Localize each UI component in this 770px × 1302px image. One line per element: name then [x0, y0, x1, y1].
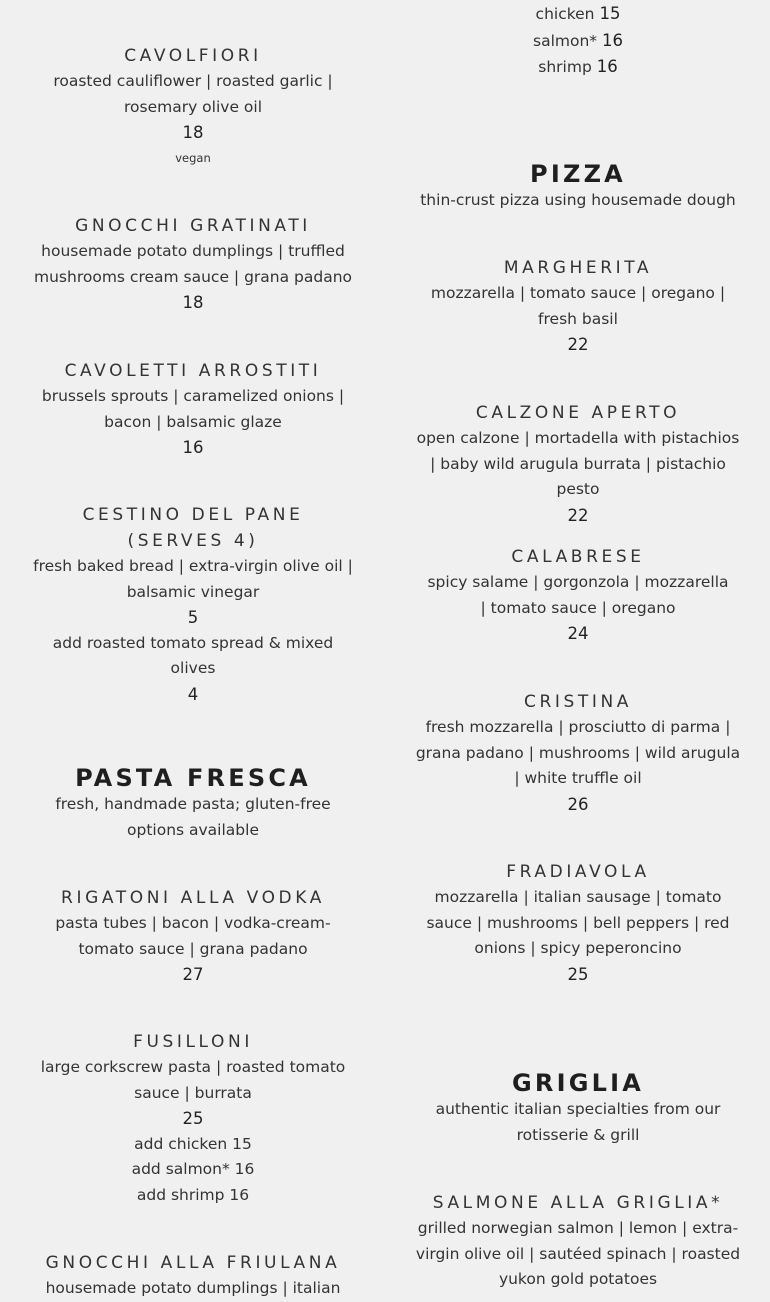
item-description: mozzarella | italian sausage | tomato sauce | mushrooms | bell peppers | red onions | spicy peperoncino	[426, 888, 730, 957]
item-name: CAVOLFIORI	[124, 46, 262, 66]
addon-label: salmon*	[533, 31, 598, 50]
menu-item-rigatoni	[30, 885, 356, 988]
addon-price: 15	[599, 4, 621, 23]
item-addon: add shrimp 16	[136, 1185, 250, 1204]
item-price: 22	[567, 505, 589, 525]
addon-shrimp	[414, 54, 742, 81]
section-title: PIZZA	[530, 160, 626, 188]
menu-column-right	[414, 0, 742, 1287]
item-price: 18	[182, 123, 204, 142]
item-name: GNOCCHI ALLA FRIULANA	[45, 1253, 341, 1273]
item-description: open calzone | mortadella with pistachios | baby wild arugula burrata | pistachio pesto	[416, 429, 740, 498]
section-subtitle: fresh, handmade pasta; gluten-free options available	[55, 795, 331, 839]
menu-item-cristina	[414, 689, 742, 817]
addon-chicken	[414, 1, 742, 28]
menu-item-gnocchi-gratinati	[30, 213, 356, 316]
menu-item-cestino-del-pane	[30, 502, 356, 707]
item-name: GNOCCHI GRATINATI	[75, 216, 311, 236]
item-addon: add chicken 15	[134, 1134, 252, 1153]
item-name-serves: (SERVES 4)	[127, 531, 259, 551]
menu-item-cavolfiori	[30, 43, 356, 171]
item-price: 27	[182, 965, 204, 984]
item-description: pasta tubes | bacon | vodka-cream-tomato sauce | grana padano	[55, 914, 331, 958]
section-subtitle: authentic italian specialties from our rotisserie & grill	[435, 1100, 721, 1144]
item-name: RIGATONI ALLA VODKA	[61, 888, 325, 908]
item-price: 25	[182, 1109, 204, 1128]
menu-item-calzone-aperto	[414, 400, 742, 528]
item-name: FRADIAVOLA	[506, 862, 650, 882]
menu-item-margherita	[414, 255, 742, 358]
item-price: 18	[182, 293, 204, 312]
item-description: mozzarella | tomato sauce | oregano | fresh basil	[430, 284, 726, 328]
item-price: 24	[567, 624, 589, 643]
item-description: housemade potato dumplings | truffled mushrooms cream sauce | grana padano	[34, 242, 353, 286]
menu-item-cavoletti-arrostiti	[30, 358, 356, 461]
item-price: 5	[187, 608, 199, 627]
item-description: housemade potato dumplings | italian	[45, 1279, 341, 1297]
menu-item-gnocchi-friulana	[30, 1250, 356, 1302]
item-addon: add salmon* 16	[131, 1160, 255, 1178]
addon-salmon	[414, 28, 742, 55]
item-price: 22	[567, 335, 589, 354]
item-description: grilled norwegian salmon | lemon | extra-virgin olive oil | sautéed spinach | roasted yukon gold potatoes	[415, 1219, 741, 1288]
item-description: roasted cauliflower | roasted garlic | rosemary olive oil	[53, 72, 333, 116]
item-description: fresh baked bread | extra-virgin olive oil | balsamic vinegar	[33, 557, 353, 601]
addon-label: shrimp	[538, 58, 592, 76]
item-description: spicy salame | gorgonzola | mozzarella | tomato sauce | oregano	[427, 573, 729, 617]
item-price: 25	[567, 964, 589, 984]
menu-column-left	[30, 0, 356, 1297]
menu-item-salmone-alla-griglia	[414, 1190, 742, 1293]
addon-price: 16	[596, 57, 618, 76]
item-addon-price: 4	[187, 684, 199, 704]
section-title: PASTA FRESCA	[75, 764, 311, 792]
item-description: brussels sprouts | caramelized onions | bacon | balsamic glaze	[41, 387, 345, 431]
item-price: 26	[567, 794, 589, 814]
menu-item-fradiavola	[414, 859, 742, 987]
addon-label: chicken	[535, 5, 595, 23]
item-name: CALZONE APERTO	[475, 403, 681, 423]
section-pasta-fresca	[30, 764, 356, 843]
item-name: CESTINO DEL PANE	[82, 505, 304, 525]
menu-item-fusilloni	[30, 1029, 356, 1208]
section-pizza	[414, 160, 742, 214]
item-name: CRISTINA	[523, 692, 633, 712]
section-title: GRIGLIA	[511, 1069, 644, 1097]
item-name: MARGHERITA	[503, 258, 653, 278]
section-subtitle: thin-crust pizza using housemade dough	[420, 191, 736, 209]
item-description: fresh mozzarella | prosciutto di parma | grana padano | mushrooms | wild arugula | white truffle oil	[415, 718, 741, 787]
addon-list	[414, 1, 742, 81]
menu-item-calabrese	[414, 544, 742, 647]
addon-price: 16	[601, 30, 623, 50]
item-name: FUSILLONI	[133, 1032, 253, 1052]
section-griglia	[414, 1069, 742, 1148]
item-price: 16	[182, 438, 204, 457]
item-name: CAVOLETTI ARROSTITI	[64, 361, 322, 381]
item-addon: add roasted tomato spread & mixed olives	[52, 633, 334, 677]
item-name: CALABRESE	[511, 547, 645, 567]
dietary-tag: vegan	[175, 150, 211, 165]
item-name: SALMONE ALLA GRIGLIA*	[432, 1193, 724, 1213]
item-description: large corkscrew pasta | roasted tomato sauce | burrata	[40, 1058, 346, 1102]
